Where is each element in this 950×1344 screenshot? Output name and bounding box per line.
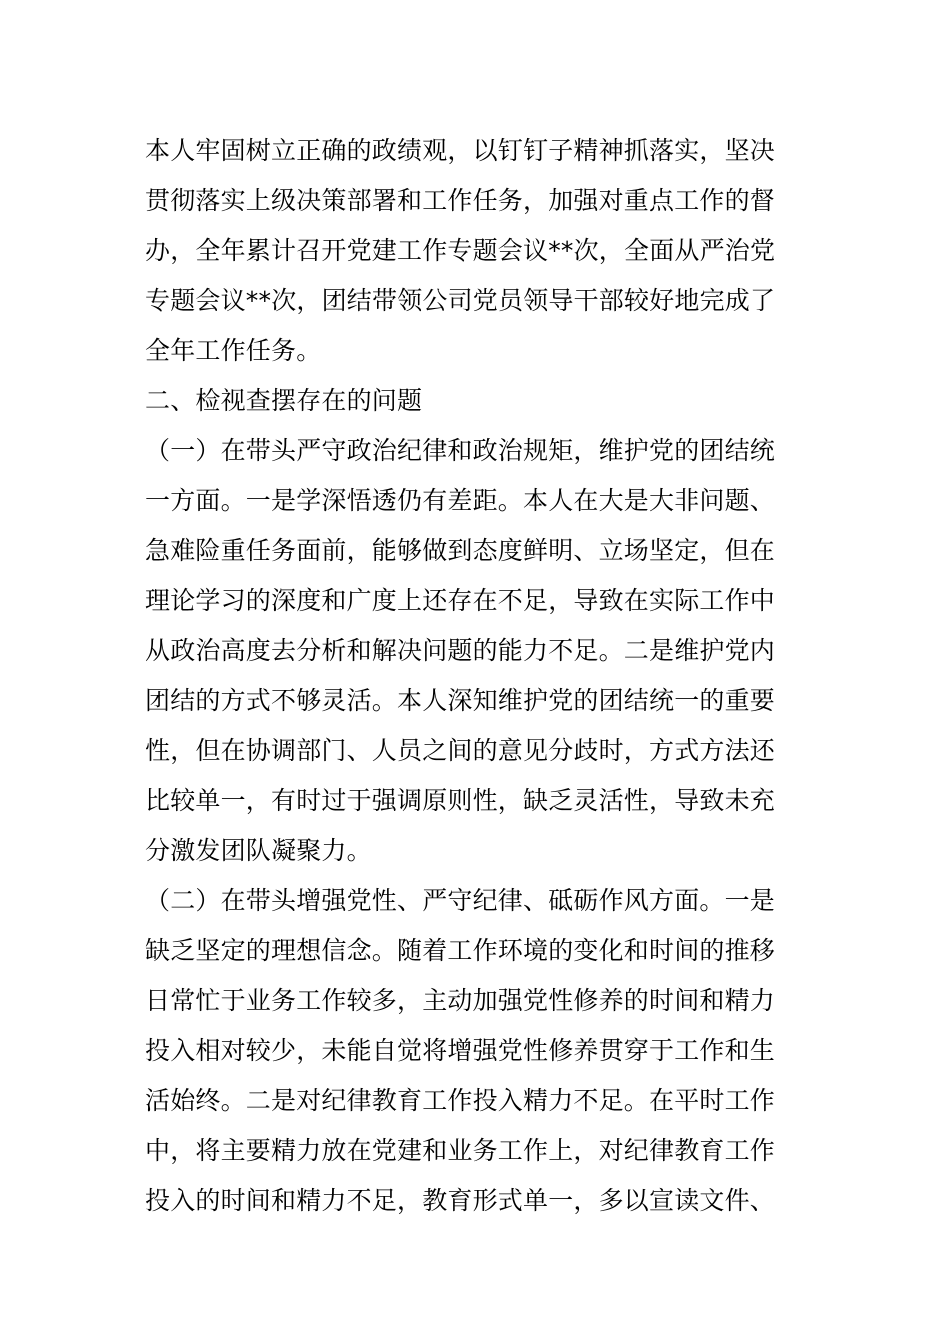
- text-line: 日常忙于业务工作较多，主动加强党性修养的时间和精力: [145, 986, 776, 1015]
- text-line: 性，但在协调部门、人员之间的意见分歧时，方式方法还: [145, 736, 776, 765]
- text-line: （二）在带头增强党性、严守纪律、砥砺作风方面。一是: [145, 886, 776, 915]
- text-line: 专题会议**次，团结带领公司党员领导干部较好地完成了: [145, 286, 776, 315]
- text-line: 团结的方式不够灵活。本人深知维护党的团结统一的重要: [145, 686, 776, 715]
- text-line: 理论学习的深度和广度上还存在不足，导致在实际工作中: [145, 586, 776, 615]
- text-line: 分激发团队凝聚力。: [145, 836, 372, 865]
- text-line: 从政治高度去分析和解决问题的能力不足。二是维护党内: [145, 636, 776, 665]
- text-line: 活始终。二是对纪律教育工作投入精力不足。在平时工作: [145, 1086, 776, 1115]
- text-line: 本人牢固树立正确的政绩观，以钉钉子精神抓落实，坚决: [145, 136, 776, 165]
- text-line: 投入的时间和精力不足，教育形式单一，多以宣读文件、: [145, 1186, 776, 1215]
- text-line: 中，将主要精力放在党建和业务工作上，对纪律教育工作: [145, 1136, 776, 1165]
- body-text: [145, 126, 815, 1226]
- text-line: 贯彻落实上级决策部署和工作任务，加强对重点工作的督: [145, 186, 776, 215]
- text-line: 缺乏坚定的理想信念。随着工作环境的变化和时间的推移: [145, 936, 776, 965]
- text-line: 急难险重任务面前，能够做到态度鲜明、立场坚定，但在: [145, 536, 776, 565]
- text-line: 全年工作任务。: [145, 336, 322, 365]
- text-line: 一方面。一是学深悟透仍有差距。本人在大是大非问题、: [145, 486, 776, 515]
- text-line: 比较单一，有时过于强调原则性，缺乏灵活性，导致未充: [145, 786, 776, 815]
- text-line: （一）在带头严守政治纪律和政治规矩，维护党的团结统: [145, 436, 776, 465]
- section-heading: 二、检视查摆存在的问题: [145, 386, 423, 415]
- text-line: 办，全年累计召开党建工作专题会议**次，全面从严治党: [145, 236, 776, 265]
- text-line: 投入相对较少，未能自觉将增强党性修养贯穿于工作和生: [145, 1036, 776, 1065]
